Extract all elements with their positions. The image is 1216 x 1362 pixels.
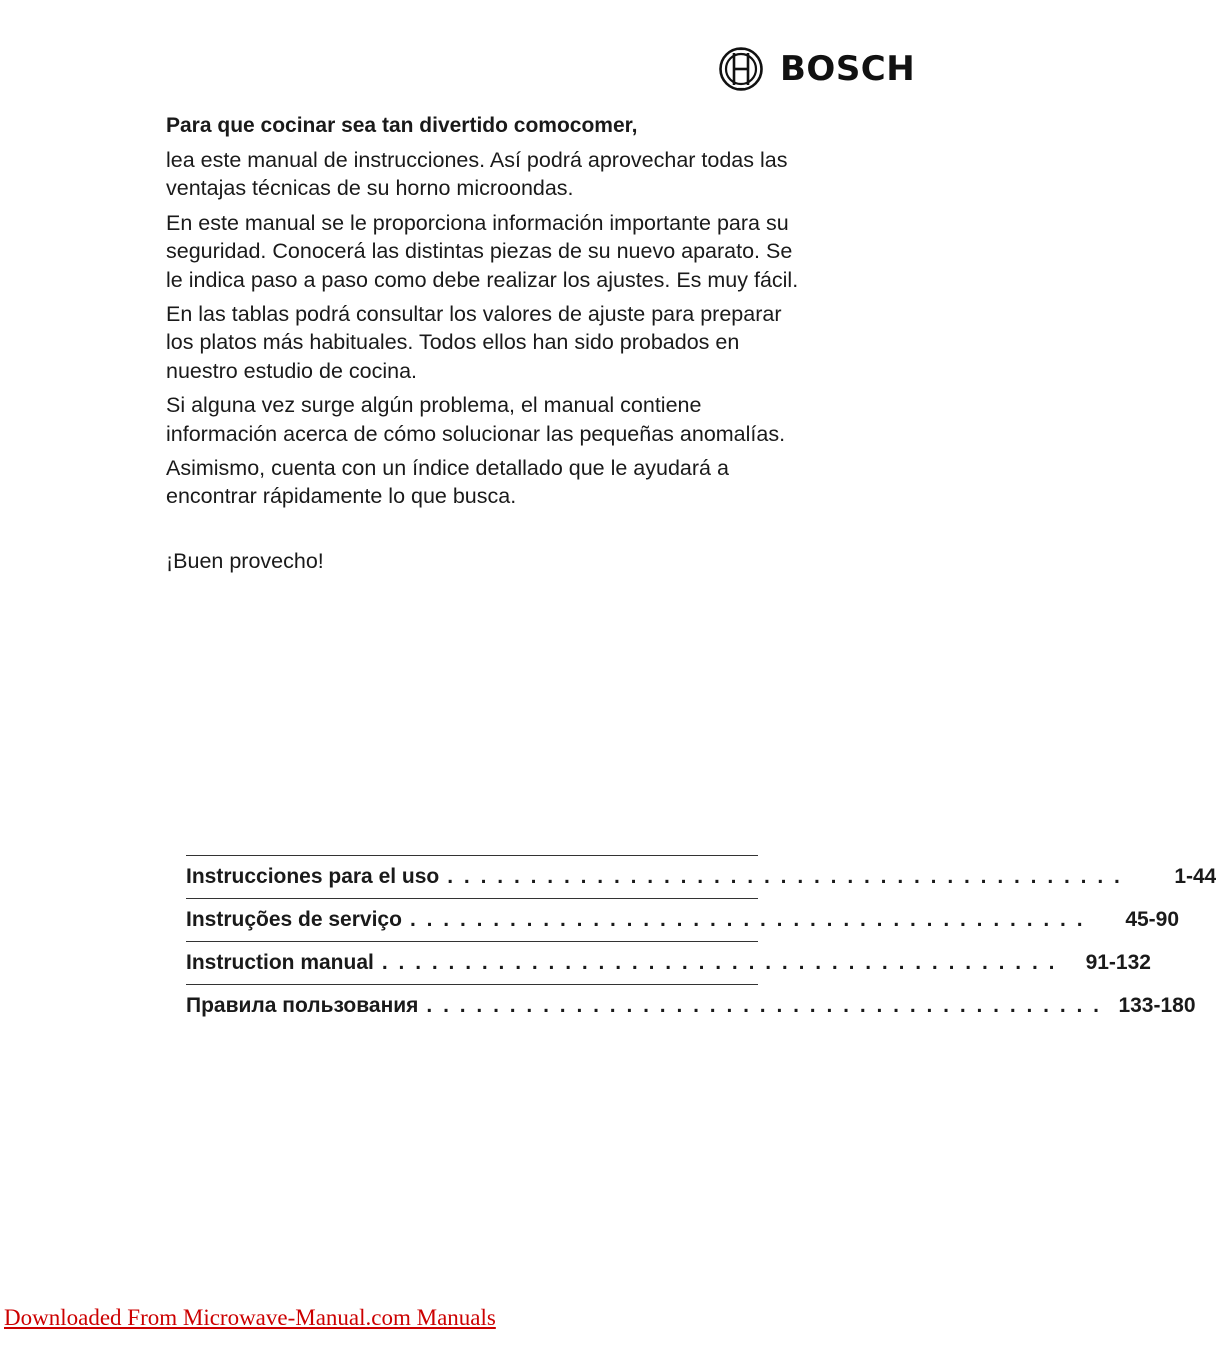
toc-leader-dots: . . . . . . . . . . . . . . . . . . . . . . . . . . . . . . . . . . . . . . . . .	[381, 951, 1057, 974]
greeting: ¡Buen provecho!	[166, 548, 324, 573]
bosch-armature-icon	[718, 46, 764, 92]
toc-leader-dots: . . . . . . . . . . . . . . . . . . . . . . . . . . . . . . . . . . . . . . . . .	[447, 865, 1123, 888]
download-source-link[interactable]: Downloaded From Microwave-Manual.com Manuals	[4, 1305, 496, 1330]
toc-pages: 133-180	[1118, 994, 1196, 1017]
toc-pages: 45-90	[1125, 908, 1180, 931]
toc-title: Instruções de serviço	[186, 908, 402, 931]
toc-leader-dots: . . . . . . . . . . . . . . . . . . . . . . . . . . . . . . . . . . . . . . . . .	[409, 908, 1086, 931]
intro-paragraph: En este manual se le proporciona información importante para su seguridad. Conocerá las distintas piezas de su nuevo aparato. Se le indica paso a paso como debe realizar los ajustes. Es muy fácil.	[166, 210, 799, 292]
toc-row	[186, 856, 1216, 899]
intro-section	[166, 112, 806, 575]
intro-paragraph: Si alguna vez surge algún problema, el manual contiene información acerca de cómo solucionar las pequeñas anomalías.	[166, 393, 786, 446]
brand-name: BOSCH	[780, 49, 916, 89]
toc-title: Правила пользования	[186, 994, 419, 1017]
toc-pages: 1-44	[1174, 865, 1216, 888]
toc-leader-dots: . . . . . . . . . . . . . . . . . . . . . . . . . . . . . . . . . . . . . . . . .	[426, 994, 1102, 1017]
toc-row	[186, 985, 1196, 1027]
toc-row	[186, 942, 1151, 985]
toc-row	[186, 899, 1180, 942]
intro-paragraph: En las tablas podrá consultar los valores de ajuste para preparar los platos más habituales. Todos ellos han sido probados en nuestro estudio de cocina.	[166, 302, 782, 383]
toc-pages: 91-132	[1085, 951, 1151, 974]
toc-title: Instrucciones para el uso	[186, 865, 440, 888]
intro-heading: Para que cocinar sea tan divertido comocomer,	[166, 114, 638, 137]
brand-logo	[718, 46, 915, 92]
intro-paragraph: Asimismo, cuenta con un índice detallado que le ayudará a encontrar rápidamente lo que busca.	[166, 456, 729, 509]
intro-paragraph: lea este manual de instrucciones. Así podrá aprovechar todas las ventajas técnicas de su horno microondas.	[166, 148, 788, 201]
toc-title: Instruction manual	[186, 951, 374, 974]
table-of-contents	[186, 855, 1216, 1027]
